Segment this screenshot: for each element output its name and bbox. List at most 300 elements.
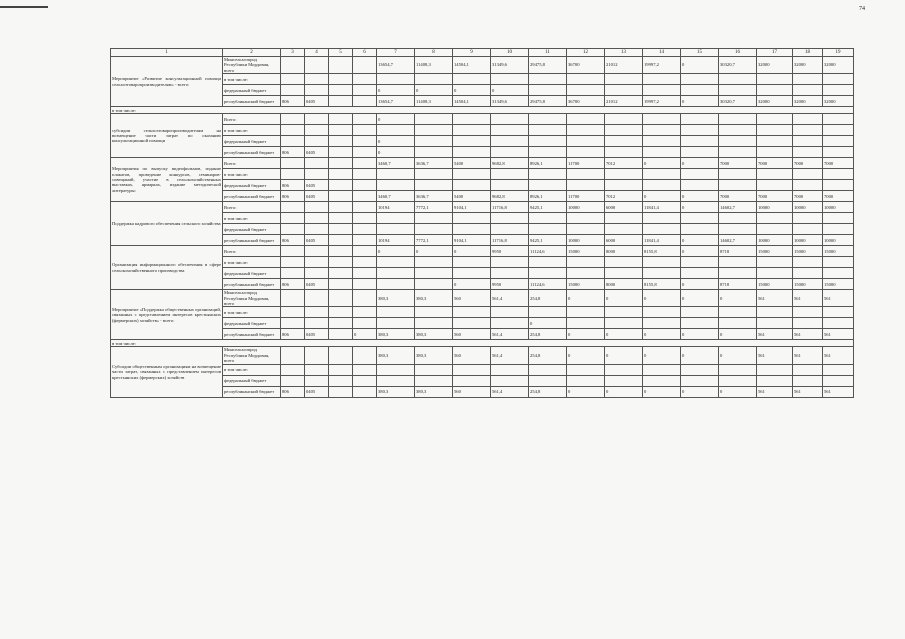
rz-code: [305, 57, 329, 74]
value-cell: 561: [793, 329, 823, 340]
value-cell: [491, 364, 529, 375]
table-row: [111, 136, 854, 147]
value-cell: 7012: [605, 191, 643, 202]
value-cell: 15000: [793, 246, 823, 257]
value-cell: 0: [681, 246, 719, 257]
value-cell: 7000: [757, 158, 793, 169]
value-cell: [757, 125, 793, 136]
header-cell: 5: [329, 49, 353, 57]
rz-code: [305, 74, 329, 85]
grbs-code: [281, 114, 305, 125]
header-cell: 7: [377, 49, 415, 57]
value-cell: [719, 114, 757, 125]
value-cell: [453, 318, 491, 329]
value-cell: [415, 213, 453, 224]
table-row: [111, 257, 854, 268]
value-cell: 7000: [719, 158, 757, 169]
value-cell: [793, 74, 823, 85]
value-cell: 0: [643, 158, 681, 169]
funding-source: федеральный бюджет: [223, 136, 281, 147]
funding-source: Минсельхозпрод Республики Мордовия, всего: [223, 347, 281, 364]
vr-code: [353, 202, 377, 213]
activity-name: Субсидии общественным организациям на возмещение части затрат, связанных с представлением интересов крестьянских (фермерских) хозяйств: [111, 347, 223, 397]
value-cell: 13654,7: [377, 96, 415, 107]
vr-code: [353, 191, 377, 202]
rz-code: 0405: [305, 180, 329, 191]
table-row: [111, 57, 854, 74]
value-cell: 32000: [793, 96, 823, 107]
value-cell: [643, 364, 681, 375]
value-cell: 32000: [757, 96, 793, 107]
value-cell: [529, 307, 567, 318]
value-cell: [415, 136, 453, 147]
value-cell: [793, 257, 823, 268]
grbs-code: [281, 318, 305, 329]
value-cell: 561: [793, 290, 823, 307]
value-cell: 36700: [567, 57, 605, 74]
funding-source: федеральный бюджет: [223, 318, 281, 329]
value-cell: [719, 318, 757, 329]
header-cell: 14: [643, 49, 681, 57]
rz-code: 0405: [305, 191, 329, 202]
value-cell: [529, 224, 567, 235]
page-number: 74: [859, 6, 865, 12]
value-cell: [605, 318, 643, 329]
grbs-code: 806: [281, 329, 305, 340]
value-cell: [823, 147, 854, 158]
activity-name: субсидии сельхозтоваропроизводителям на возмещение части затрат по оказанию консультационной помощи: [111, 114, 223, 158]
value-cell: [681, 74, 719, 85]
funding-source: федеральный бюджет: [223, 224, 281, 235]
value-cell: 0: [605, 290, 643, 307]
value-cell: 3636,7: [415, 191, 453, 202]
value-cell: 0: [643, 329, 681, 340]
value-cell: [681, 224, 719, 235]
value-cell: 0: [491, 85, 529, 96]
value-cell: [757, 169, 793, 180]
table-row: [111, 246, 854, 257]
value-cell: 561: [757, 347, 793, 364]
value-cell: [491, 268, 529, 279]
value-cell: 10000: [757, 235, 793, 246]
value-cell: 9950: [491, 279, 529, 290]
value-cell: 0: [681, 279, 719, 290]
value-cell: [719, 268, 757, 279]
grbs-code: [281, 125, 305, 136]
value-cell: [823, 169, 854, 180]
value-cell: [757, 85, 793, 96]
value-cell: 5400: [453, 158, 491, 169]
value-cell: 380,3: [415, 386, 453, 397]
activity-name: Мероприятие «Развитие консультационной помощи сельхозтоваропроизводителям» - всего:: [111, 57, 223, 107]
value-cell: [793, 169, 823, 180]
funding-source: республиканский бюджет: [223, 279, 281, 290]
value-cell: [793, 125, 823, 136]
value-cell: 0: [643, 347, 681, 364]
vr-code: [353, 147, 377, 158]
grbs-code: [281, 307, 305, 318]
csr-code: [329, 96, 353, 107]
value-cell: 561,4: [491, 290, 529, 307]
value-cell: [415, 74, 453, 85]
grbs-code: [281, 347, 305, 364]
value-cell: 561: [793, 347, 823, 364]
value-cell: [453, 375, 491, 386]
table-row: [111, 290, 854, 307]
value-cell: [529, 268, 567, 279]
grbs-code: [281, 224, 305, 235]
value-cell: [453, 268, 491, 279]
csr-code: [329, 147, 353, 158]
value-cell: [823, 364, 854, 375]
value-cell: [643, 180, 681, 191]
value-cell: [453, 213, 491, 224]
value-cell: [567, 74, 605, 85]
rz-code: [305, 114, 329, 125]
header-cell: 12: [567, 49, 605, 57]
value-cell: 561: [823, 386, 854, 397]
value-cell: [377, 74, 415, 85]
table-row: [111, 347, 854, 364]
value-cell: 10000: [567, 202, 605, 213]
value-cell: 6000: [605, 202, 643, 213]
value-cell: 561,4: [491, 329, 529, 340]
vr-code: [353, 136, 377, 147]
value-cell: [643, 114, 681, 125]
funding-source: Минсельхозпрод Республики Мордовия, всего: [223, 57, 281, 74]
funding-source: в том числе:: [223, 169, 281, 180]
vr-code: [353, 213, 377, 224]
value-cell: 32000: [823, 57, 854, 74]
value-cell: [415, 114, 453, 125]
funding-source: в том числе:: [223, 307, 281, 318]
value-cell: [529, 213, 567, 224]
table-row: [111, 386, 854, 397]
value-cell: [415, 125, 453, 136]
grbs-code: 806: [281, 191, 305, 202]
csr-code: [329, 213, 353, 224]
value-cell: [681, 169, 719, 180]
header-cell: 19: [823, 49, 854, 57]
value-cell: 8155,8: [643, 246, 681, 257]
value-cell: [719, 257, 757, 268]
value-cell: [757, 375, 793, 386]
value-cell: [415, 318, 453, 329]
value-cell: [415, 224, 453, 235]
value-cell: [719, 147, 757, 158]
value-cell: 9425,1: [529, 202, 567, 213]
value-cell: [681, 268, 719, 279]
value-cell: 560: [453, 290, 491, 307]
grbs-code: [281, 213, 305, 224]
value-cell: 14504,1: [453, 57, 491, 74]
value-cell: [681, 180, 719, 191]
value-cell: [643, 85, 681, 96]
value-cell: [415, 257, 453, 268]
activity-name: Мероприятие «Поддержка общественных организаций, связанных с представлением интересов крестьянских (фермерских) хозяйств» - всего:: [111, 290, 223, 340]
value-cell: [377, 213, 415, 224]
value-cell: 19997,2: [643, 57, 681, 74]
value-cell: 0: [681, 191, 719, 202]
table-row: [111, 169, 854, 180]
value-cell: [491, 114, 529, 125]
value-cell: 15000: [823, 279, 854, 290]
table-row: [111, 96, 854, 107]
value-cell: 254,8: [529, 290, 567, 307]
value-cell: 8155,8: [643, 279, 681, 290]
header-cell: 11: [529, 49, 567, 57]
csr-code: [329, 85, 353, 96]
csr-code: [329, 329, 353, 340]
value-cell: [719, 74, 757, 85]
header-cell: 15: [681, 49, 719, 57]
csr-code: [329, 202, 353, 213]
value-cell: 11408,3: [415, 57, 453, 74]
rz-code: [305, 85, 329, 96]
funding-source: в том числе:: [223, 125, 281, 136]
rz-code: [305, 364, 329, 375]
value-cell: [643, 169, 681, 180]
value-cell: [491, 307, 529, 318]
value-cell: [681, 85, 719, 96]
vr-code: [353, 180, 377, 191]
value-cell: [643, 136, 681, 147]
vr-code: [353, 375, 377, 386]
rz-code: [305, 257, 329, 268]
vr-code: [353, 290, 377, 307]
value-cell: 7772,1: [415, 202, 453, 213]
table-row: [111, 329, 854, 340]
value-cell: 10194: [377, 202, 415, 213]
value-cell: [605, 125, 643, 136]
value-cell: [757, 364, 793, 375]
rz-code: 0405: [305, 235, 329, 246]
value-cell: 0: [681, 202, 719, 213]
grbs-code: [281, 364, 305, 375]
csr-code: [329, 290, 353, 307]
value-cell: [491, 213, 529, 224]
funding-source: Всего:: [223, 114, 281, 125]
value-cell: 7012: [605, 158, 643, 169]
value-cell: [643, 147, 681, 158]
value-cell: 380,3: [415, 347, 453, 364]
value-cell: 254,8: [529, 329, 567, 340]
grbs-code: [281, 202, 305, 213]
value-cell: 7000: [823, 191, 854, 202]
value-cell: [605, 180, 643, 191]
value-cell: [757, 257, 793, 268]
csr-code: [329, 386, 353, 397]
value-cell: 7000: [823, 158, 854, 169]
csr-code: [329, 364, 353, 375]
value-cell: 0: [567, 329, 605, 340]
value-cell: [823, 268, 854, 279]
csr-code: [329, 307, 353, 318]
value-cell: 0: [377, 85, 415, 96]
value-cell: [453, 224, 491, 235]
value-cell: [823, 375, 854, 386]
value-cell: [453, 307, 491, 318]
grbs-code: 806: [281, 235, 305, 246]
value-cell: 9682,8: [491, 158, 529, 169]
rz-code: [305, 213, 329, 224]
value-cell: [491, 74, 529, 85]
table-row: [111, 268, 854, 279]
value-cell: [453, 169, 491, 180]
value-cell: 11124,6: [529, 279, 567, 290]
value-cell: 0: [719, 386, 757, 397]
value-cell: 14602,7: [719, 202, 757, 213]
value-cell: [719, 364, 757, 375]
value-cell: [567, 85, 605, 96]
rz-code: [305, 224, 329, 235]
value-cell: 10000: [823, 202, 854, 213]
grbs-code: [281, 74, 305, 85]
table-row: [111, 235, 854, 246]
value-cell: 31349,6: [491, 57, 529, 74]
value-cell: [377, 257, 415, 268]
rz-code: [305, 307, 329, 318]
rz-code: 0405: [305, 279, 329, 290]
value-cell: [757, 318, 793, 329]
value-cell: 380,3: [377, 290, 415, 307]
value-cell: 32000: [793, 57, 823, 74]
value-cell: [681, 147, 719, 158]
csr-code: [329, 224, 353, 235]
value-cell: [823, 114, 854, 125]
funding-source: Всего:: [223, 158, 281, 169]
header-cell: 1: [111, 49, 223, 57]
header-cell: 3: [281, 49, 305, 57]
value-cell: [681, 213, 719, 224]
value-cell: [681, 114, 719, 125]
value-cell: 8926,1: [529, 191, 567, 202]
funding-source: республиканский бюджет: [223, 191, 281, 202]
value-cell: 30320,7: [719, 96, 757, 107]
value-cell: [757, 147, 793, 158]
value-cell: 11124,6: [529, 246, 567, 257]
grbs-code: 806: [281, 147, 305, 158]
value-cell: 9104,1: [453, 235, 491, 246]
value-cell: 0: [567, 290, 605, 307]
value-cell: 15000: [793, 279, 823, 290]
funding-source: в том числе:: [223, 257, 281, 268]
value-cell: [529, 74, 567, 85]
table-row: [111, 224, 854, 235]
value-cell: 9682,8: [491, 191, 529, 202]
value-cell: [793, 318, 823, 329]
value-cell: 560: [453, 386, 491, 397]
value-cell: 0: [377, 246, 415, 257]
value-cell: 0: [681, 290, 719, 307]
value-cell: [415, 279, 453, 290]
value-cell: [491, 125, 529, 136]
value-cell: 254,8: [529, 386, 567, 397]
value-cell: [793, 147, 823, 158]
grbs-code: [281, 158, 305, 169]
funding-source: в том числе:: [223, 213, 281, 224]
value-cell: 0: [643, 290, 681, 307]
grbs-code: 806: [281, 180, 305, 191]
value-cell: [823, 74, 854, 85]
table-row: [111, 318, 854, 329]
table-row: [111, 180, 854, 191]
value-cell: 7000: [757, 191, 793, 202]
value-cell: 31349,6: [491, 96, 529, 107]
value-cell: 380,3: [377, 386, 415, 397]
value-cell: [529, 364, 567, 375]
value-cell: [567, 257, 605, 268]
value-cell: 254,8: [529, 347, 567, 364]
value-cell: 11716,8: [491, 202, 529, 213]
vr-code: [353, 257, 377, 268]
value-cell: [605, 307, 643, 318]
grbs-code: [281, 85, 305, 96]
value-cell: 15000: [567, 279, 605, 290]
vr-code: [353, 114, 377, 125]
value-cell: 32000: [757, 57, 793, 74]
value-cell: [793, 375, 823, 386]
funding-source: республиканский бюджет: [223, 329, 281, 340]
table-row: [111, 279, 854, 290]
value-cell: [793, 180, 823, 191]
value-cell: [415, 307, 453, 318]
vr-code: [353, 268, 377, 279]
grbs-code: [281, 57, 305, 74]
value-cell: [643, 213, 681, 224]
value-cell: 7000: [719, 191, 757, 202]
budget-table: [110, 48, 854, 398]
section-divider-row: [111, 107, 854, 114]
value-cell: [681, 136, 719, 147]
grbs-code: [281, 268, 305, 279]
value-cell: 0: [605, 386, 643, 397]
section-divider-row: [111, 340, 854, 347]
value-cell: [529, 85, 567, 96]
value-cell: [719, 125, 757, 136]
funding-source: в том числе:: [223, 74, 281, 85]
value-cell: [681, 364, 719, 375]
vr-code: [353, 347, 377, 364]
value-cell: [823, 180, 854, 191]
value-cell: 561,4: [491, 386, 529, 397]
value-cell: [757, 136, 793, 147]
table-row: [111, 74, 854, 85]
vr-code: [353, 246, 377, 257]
value-cell: [567, 318, 605, 329]
activity-name: Организация информационного обеспечения в сфере сельскохозяйственного производства: [111, 246, 223, 290]
value-cell: [377, 169, 415, 180]
value-cell: [453, 125, 491, 136]
csr-code: [329, 114, 353, 125]
funding-source: республиканский бюджет: [223, 235, 281, 246]
value-cell: [605, 147, 643, 158]
funding-source: федеральный бюджет: [223, 375, 281, 386]
value-cell: 7772,1: [415, 235, 453, 246]
grbs-code: [281, 375, 305, 386]
value-cell: [415, 375, 453, 386]
table-row: [111, 114, 854, 125]
value-cell: 0: [681, 235, 719, 246]
rz-code: [305, 318, 329, 329]
value-cell: [793, 114, 823, 125]
vr-code: [353, 386, 377, 397]
value-cell: [719, 180, 757, 191]
value-cell: 0: [377, 136, 415, 147]
grbs-code: [281, 169, 305, 180]
value-cell: [643, 224, 681, 235]
value-cell: [793, 224, 823, 235]
